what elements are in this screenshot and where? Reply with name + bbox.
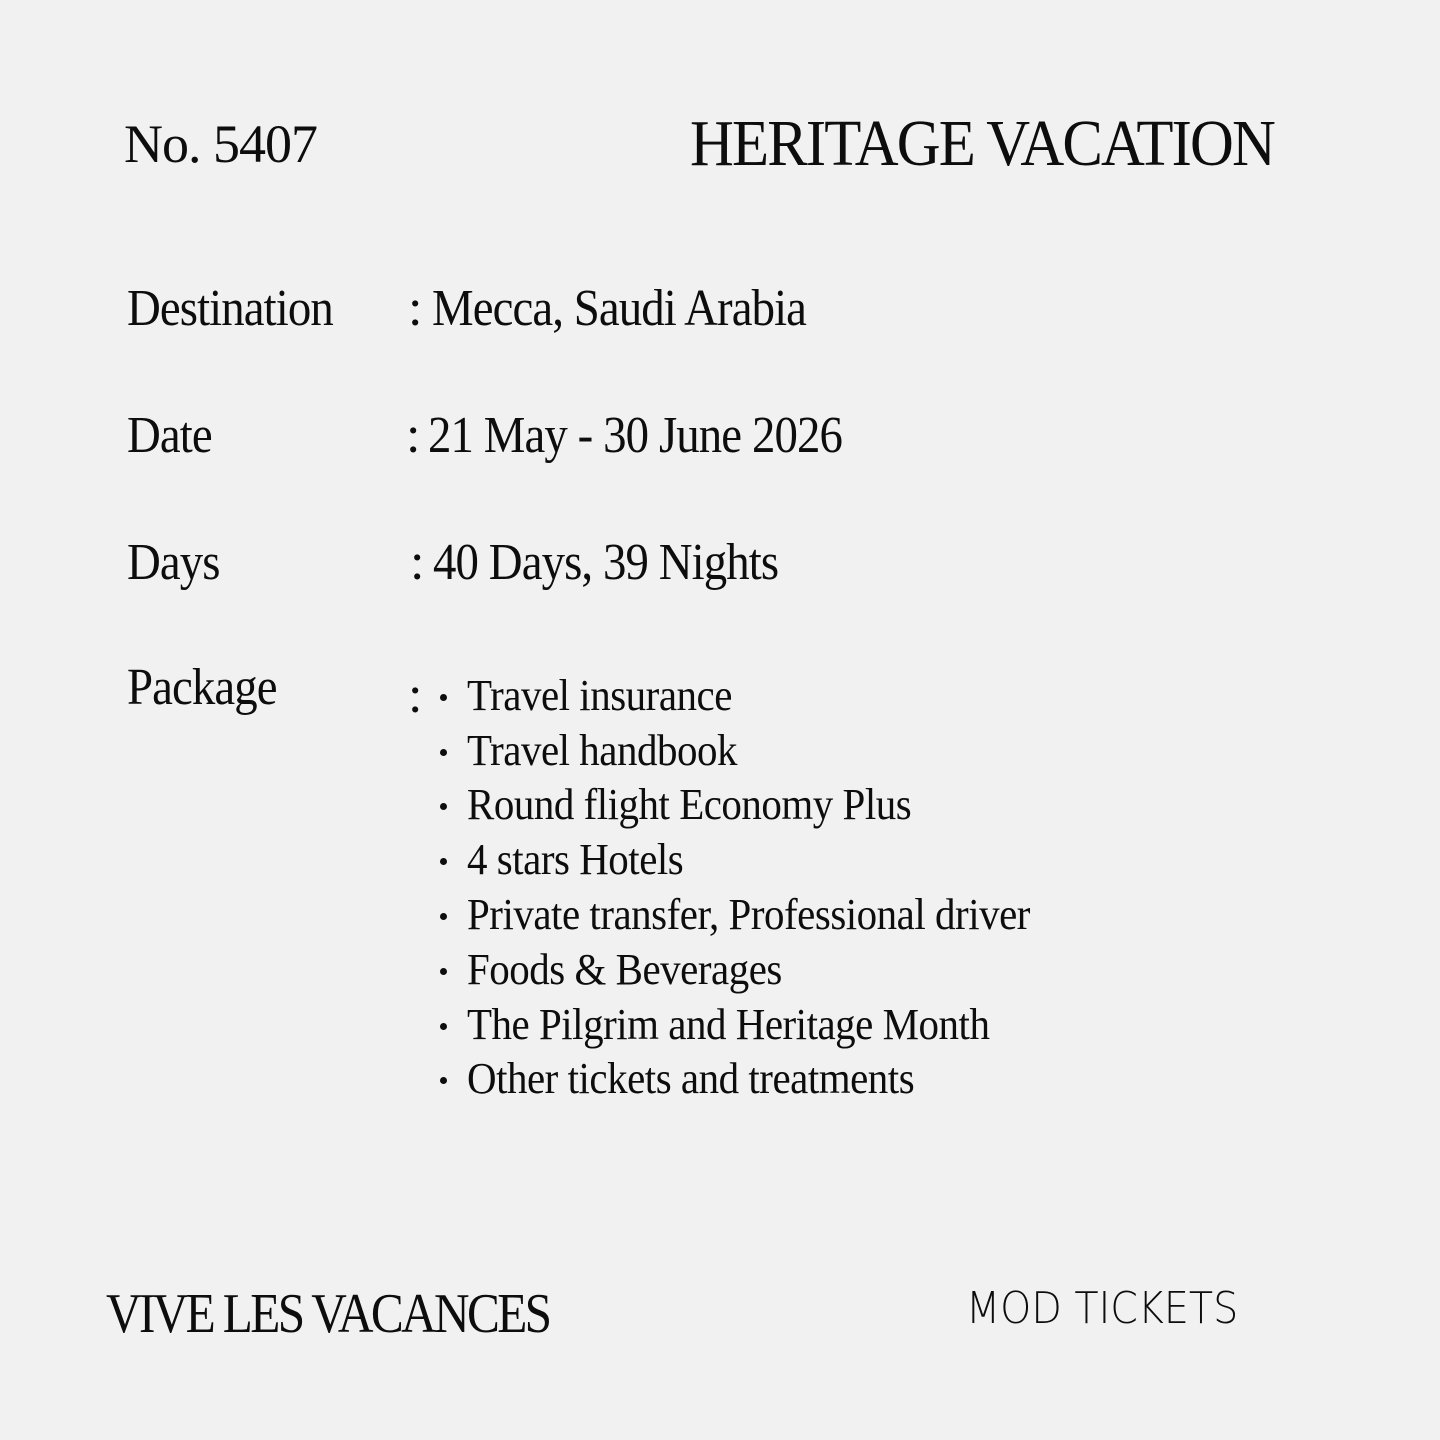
package-item: 4 stars Hotels [440,832,1072,887]
package-label: Package [127,659,277,716]
destination-value: Mecca, Saudi Arabia [432,280,807,337]
ticket-title: HERITAGE VACATION [690,107,1274,180]
days-separator: : [410,534,425,591]
days-label: Days [127,534,220,591]
package-item: The Pilgrim and Heritage Month [440,997,1072,1052]
bullet-icon [440,694,447,701]
package-list [440,668,1072,1106]
bullet-icon [440,749,447,756]
footer-brand: MOD TICKETS [966,1283,1239,1334]
bullet-icon [440,968,447,975]
package-separator: : [408,667,423,724]
package-item: Travel insurance [440,668,1072,723]
date-separator: : [406,407,421,464]
destination-separator: : [408,280,423,337]
package-item: Private transfer, Professional driver [440,887,1072,942]
package-item: Foods & Beverages [440,942,1072,997]
ticket-number: No. 5407 [124,114,317,174]
bullet-icon [440,858,447,865]
destination-label: Destination [127,280,333,337]
bullet-icon [440,913,447,920]
days-value: 40 Days, 39 Nights [433,534,779,591]
package-item: Other tickets and treatments [440,1052,1072,1107]
package-item: Round flight Economy Plus [440,778,1072,833]
bullet-icon [440,803,447,810]
date-label: Date [127,407,212,464]
footer-slogan: VIVE LES VACANCES [106,1283,550,1345]
bullet-icon [440,1023,447,1030]
date-value: 21 May - 30 June 2026 [428,407,842,464]
bullet-icon [440,1077,447,1084]
package-item: Travel handbook [440,723,1072,778]
